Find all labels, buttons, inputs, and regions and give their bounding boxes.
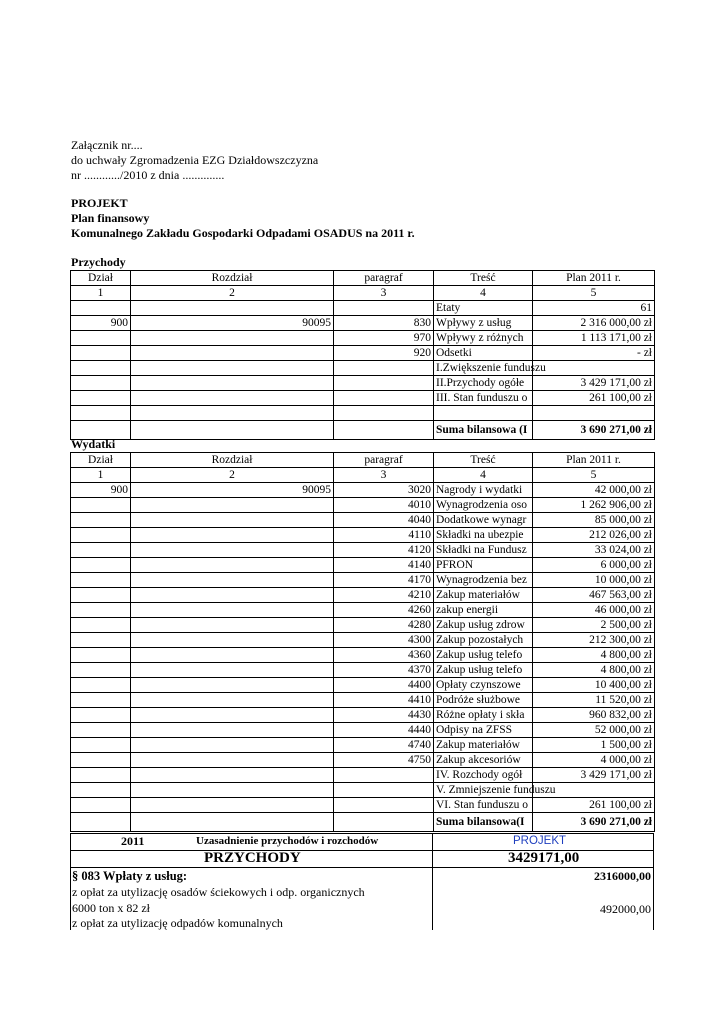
- tresc-cell: Różne opłaty i skła: [434, 708, 533, 723]
- tresc-cell: [434, 406, 533, 421]
- resolution-reference: do uchwały Zgromadzenia EZG Działdowszczyzna: [71, 153, 319, 167]
- tresc-cell: PFRON: [434, 558, 533, 573]
- dzial-cell: [71, 498, 131, 513]
- tresc-cell: Wpływy z różnych: [434, 331, 533, 346]
- paragraf-cell: 4430: [334, 708, 434, 723]
- column-number: 1: [71, 286, 131, 301]
- table-row: [71, 678, 655, 693]
- column-number: 3: [334, 468, 434, 483]
- table-column-number-row: [71, 468, 655, 483]
- dzial-cell: [71, 753, 131, 768]
- column-header: paragraf: [334, 453, 434, 468]
- paragraf-cell: [334, 798, 434, 813]
- rozdzial-cell: [131, 558, 334, 573]
- rozdzial-cell: [131, 573, 334, 588]
- document-title: Komunalnego Zakładu Gospodarki Odpadami OSADUS na 2011 r.: [71, 226, 415, 240]
- tresc-cell: V. Zmniejszenie funduszu: [434, 783, 533, 798]
- column-number: 1: [71, 468, 131, 483]
- table-row: [71, 301, 655, 316]
- paragraf-cell: 4170: [334, 573, 434, 588]
- plan-cell: 33 024,00 zł: [533, 543, 655, 558]
- rozdzial-cell: [131, 723, 334, 738]
- dzial-cell: [71, 573, 131, 588]
- tresc-cell: Zakup usług telefo: [434, 648, 533, 663]
- sludge-fees-line: z opłat za utylizację osadów ściekowych i odp. organicznych: [72, 885, 365, 899]
- paragraf-cell: 4260: [334, 603, 434, 618]
- plan-cell: 6 000,00 zł: [533, 558, 655, 573]
- dzial-cell: [71, 331, 131, 346]
- table-header-row: [71, 271, 655, 286]
- tresc-cell: Zakup materiałów: [434, 588, 533, 603]
- table-row: [71, 723, 655, 738]
- table-row: [71, 528, 655, 543]
- paragraf-cell: 3020: [334, 483, 434, 498]
- plan-cell: 10 000,00 zł: [533, 573, 655, 588]
- paragraf-cell: 970: [334, 331, 434, 346]
- column-header: Dział: [71, 271, 131, 286]
- paragraf-cell: 4140: [334, 558, 434, 573]
- dzial-cell: [71, 663, 131, 678]
- rozdzial-cell: [131, 346, 334, 361]
- table-row: [71, 421, 655, 440]
- table-row: [71, 813, 655, 832]
- dzial-cell: [71, 361, 131, 376]
- rozdzial-cell: [131, 768, 334, 783]
- rozdzial-cell: [131, 813, 334, 832]
- revenue-section-title: Przychody: [71, 255, 126, 269]
- rozdzial-cell: [131, 406, 334, 421]
- plan-cell: 42 000,00 zł: [533, 483, 655, 498]
- dzial-cell: [71, 648, 131, 663]
- table-row: [71, 693, 655, 708]
- plan-cell: 3 690 271,00 zł: [533, 421, 655, 440]
- tresc-cell: Wynagrodzenia oso: [434, 498, 533, 513]
- sludge-tonnage-line: 6000 ton x 82 zł: [72, 901, 150, 915]
- sludge-fees-value: 492000,00: [600, 902, 651, 916]
- revenue-table: [70, 270, 655, 440]
- dzial-cell: [71, 738, 131, 753]
- table-column-number-row: [71, 286, 655, 301]
- tresc-cell: Zakup pozostałych: [434, 633, 533, 648]
- table-row: [71, 633, 655, 648]
- rozdzial-cell: [131, 678, 334, 693]
- paragraf-cell: 4410: [334, 693, 434, 708]
- dzial-cell: [71, 588, 131, 603]
- table-row: [71, 618, 655, 633]
- dzial-cell: [71, 813, 131, 832]
- paragraf-cell: 920: [334, 346, 434, 361]
- table-row: [71, 483, 655, 498]
- paragraf-cell: 830: [334, 316, 434, 331]
- dzial-cell: [71, 618, 131, 633]
- rozdzial-cell: [131, 528, 334, 543]
- paragraf-cell: 4750: [334, 753, 434, 768]
- rozdzial-cell: [131, 618, 334, 633]
- rozdzial-cell: [131, 663, 334, 678]
- table-header-row: [71, 453, 655, 468]
- rozdzial-cell: [131, 633, 334, 648]
- tresc-cell: VI. Stan funduszu o: [434, 798, 533, 813]
- column-header: Treść: [434, 271, 533, 286]
- paragraf-cell: 4360: [334, 648, 434, 663]
- project-tag: PROJEKT: [513, 835, 567, 847]
- dzial-cell: [71, 406, 131, 421]
- rozdzial-cell: [131, 708, 334, 723]
- rozdzial-cell: [131, 753, 334, 768]
- project-label: PROJEKT: [71, 196, 128, 210]
- table-row: [71, 513, 655, 528]
- tresc-cell: Zakup materiałów: [434, 738, 533, 753]
- paragraf-cell: [334, 421, 434, 440]
- justification-year: 2011: [121, 834, 145, 848]
- table-row: [71, 498, 655, 513]
- tresc-cell: Odpisy na ZFSS: [434, 723, 533, 738]
- dzial-cell: [71, 798, 131, 813]
- plan-cell: 11 520,00 zł: [533, 693, 655, 708]
- tresc-cell: Dodatkowe wynagr: [434, 513, 533, 528]
- dzial-cell: [71, 543, 131, 558]
- column-header: Rozdział: [131, 453, 334, 468]
- paragraf-cell: [334, 376, 434, 391]
- justification-row-line: [70, 867, 654, 868]
- dzial-cell: 900: [71, 483, 131, 498]
- column-number: 5: [533, 286, 655, 301]
- plan-cell: 61: [533, 301, 655, 316]
- column-header: Plan 2011 r.: [533, 271, 655, 286]
- municipal-waste-line: z opłat za utylizację odpadów komunalnych: [72, 916, 283, 930]
- justification-right-border: [653, 833, 654, 930]
- column-number: 5: [533, 468, 655, 483]
- justification-left-border: [70, 833, 71, 930]
- tresc-cell: Opłaty czynszowe: [434, 678, 533, 693]
- paragraf-cell: 4280: [334, 618, 434, 633]
- plan-cell: 1 262 906,00 zł: [533, 498, 655, 513]
- rozdzial-cell: [131, 498, 334, 513]
- expenses-table: [70, 452, 655, 832]
- rozdzial-cell: [131, 798, 334, 813]
- paragraf-cell: [334, 783, 434, 798]
- tresc-cell: Składki na ubezpie: [434, 528, 533, 543]
- paragraf-cell: 4400: [334, 678, 434, 693]
- service-fees-heading: § 083 Wpłaty z usług:: [72, 869, 188, 883]
- paragraf-cell: [334, 391, 434, 406]
- paragraf-cell: [334, 301, 434, 316]
- tresc-cell: Zakup akcesoriów: [434, 753, 533, 768]
- dzial-cell: [71, 693, 131, 708]
- dzial-cell: [71, 376, 131, 391]
- rozdzial-cell: [131, 648, 334, 663]
- tresc-cell: Etaty: [434, 301, 533, 316]
- table-row: [71, 798, 655, 813]
- plan-cell: 960 832,00 zł: [533, 708, 655, 723]
- dzial-cell: [71, 678, 131, 693]
- tresc-cell: Zakup usług telefo: [434, 663, 533, 678]
- table-row: [71, 406, 655, 421]
- plan-cell: 3 690 271,00 zł: [533, 813, 655, 832]
- rozdzial-cell: 90095: [131, 483, 334, 498]
- plan-cell: 3 429 171,00 zł: [533, 376, 655, 391]
- rozdzial-cell: [131, 738, 334, 753]
- justification-divider: [432, 833, 433, 930]
- rozdzial-cell: 90095: [131, 316, 334, 331]
- plan-cell: 10 400,00 zł: [533, 678, 655, 693]
- plan-cell: 261 100,00 zł: [533, 391, 655, 406]
- paragraf-cell: 4210: [334, 588, 434, 603]
- rozdzial-cell: [131, 603, 334, 618]
- paragraf-cell: [334, 361, 434, 376]
- column-header: Plan 2011 r.: [533, 453, 655, 468]
- tresc-cell: Nagrody i wydatki: [434, 483, 533, 498]
- revenue-total: 3429171,00: [508, 850, 580, 866]
- column-number: 4: [434, 286, 533, 301]
- dzial-cell: [71, 391, 131, 406]
- plan-cell: 46 000,00 zł: [533, 603, 655, 618]
- plan-cell: - zł: [533, 346, 655, 361]
- plan-cell: 1 500,00 zł: [533, 738, 655, 753]
- rozdzial-cell: [131, 513, 334, 528]
- dzial-cell: [71, 603, 131, 618]
- dzial-cell: [71, 708, 131, 723]
- column-number: 4: [434, 468, 533, 483]
- column-number: 2: [131, 286, 334, 301]
- paragraf-cell: 4040: [334, 513, 434, 528]
- rozdzial-cell: [131, 376, 334, 391]
- rozdzial-cell: [131, 361, 334, 376]
- table-row: [71, 768, 655, 783]
- rozdzial-cell: [131, 783, 334, 798]
- resolution-number: nr ............/2010 z dnia ..............: [71, 168, 225, 182]
- table-row: [71, 331, 655, 346]
- plan-cell: 261 100,00 zł: [533, 798, 655, 813]
- plan-label: Plan finansowy: [71, 211, 150, 225]
- paragraf-cell: 4010: [334, 498, 434, 513]
- dzial-cell: 900: [71, 316, 131, 331]
- rozdzial-cell: [131, 391, 334, 406]
- plan-cell: 4 000,00 zł: [533, 753, 655, 768]
- paragraf-cell: 4440: [334, 723, 434, 738]
- table-row: [71, 648, 655, 663]
- table-row: [71, 603, 655, 618]
- paragraf-cell: 4740: [334, 738, 434, 753]
- dzial-cell: [71, 513, 131, 528]
- expenses-section-title: Wydatki: [71, 437, 116, 451]
- paragraf-cell: 4300: [334, 633, 434, 648]
- justification-top-border: [70, 833, 654, 834]
- plan-cell: 1 113 171,00 zł: [533, 331, 655, 346]
- dzial-cell: [71, 783, 131, 798]
- plan-cell: 212 300,00 zł: [533, 633, 655, 648]
- table-row: [71, 708, 655, 723]
- table-row: [71, 376, 655, 391]
- table-row: [71, 361, 655, 376]
- paragraf-cell: 4120: [334, 543, 434, 558]
- plan-cell: 212 026,00 zł: [533, 528, 655, 543]
- rozdzial-cell: [131, 331, 334, 346]
- table-row: [71, 391, 655, 406]
- plan-cell: 85 000,00 zł: [533, 513, 655, 528]
- tresc-cell: Odsetki: [434, 346, 533, 361]
- rozdzial-cell: [131, 543, 334, 558]
- table-row: [71, 346, 655, 361]
- dzial-cell: [71, 723, 131, 738]
- table-row: [71, 543, 655, 558]
- rozdzial-cell: [131, 693, 334, 708]
- paragraf-cell: 4370: [334, 663, 434, 678]
- dzial-cell: [71, 558, 131, 573]
- paragraf-cell: 4110: [334, 528, 434, 543]
- rozdzial-cell: [131, 588, 334, 603]
- table-row: [71, 588, 655, 603]
- table-row: [71, 783, 655, 798]
- paragraf-cell: [334, 768, 434, 783]
- dzial-cell: [71, 768, 131, 783]
- column-number: 3: [334, 286, 434, 301]
- table-row: [71, 573, 655, 588]
- plan-cell: 2 500,00 zł: [533, 618, 655, 633]
- plan-cell: 3 429 171,00 zł: [533, 768, 655, 783]
- column-header: Treść: [434, 453, 533, 468]
- table-row: [71, 663, 655, 678]
- plan-cell: [533, 406, 655, 421]
- table-row: [71, 316, 655, 331]
- tresc-cell: II.Przychody ogółe: [434, 376, 533, 391]
- table-row: [71, 753, 655, 768]
- column-header: paragraf: [334, 271, 434, 286]
- dzial-cell: [71, 633, 131, 648]
- plan-cell: 467 563,00 zł: [533, 588, 655, 603]
- tresc-cell: Wynagrodzenia bez: [434, 573, 533, 588]
- column-header: Rozdział: [131, 271, 334, 286]
- tresc-cell: IV. Rozchody ogół: [434, 768, 533, 783]
- plan-cell: 52 000,00 zł: [533, 723, 655, 738]
- plan-cell: 4 800,00 zł: [533, 648, 655, 663]
- rozdzial-cell: [131, 421, 334, 440]
- service-fees-value: 2316000,00: [594, 869, 651, 883]
- table-row: [71, 738, 655, 753]
- paragraf-cell: [334, 406, 434, 421]
- tresc-cell: Wpływy z usług: [434, 316, 533, 331]
- rozdzial-cell: [131, 301, 334, 316]
- tresc-cell: Suma bilansowa (I: [434, 421, 533, 440]
- dzial-cell: [71, 528, 131, 543]
- paragraf-cell: [334, 813, 434, 832]
- tresc-cell: Suma bilansowa(I: [434, 813, 533, 832]
- tresc-cell: Podróże służbowe: [434, 693, 533, 708]
- plan-cell: [533, 361, 655, 376]
- tresc-cell: zakup energii: [434, 603, 533, 618]
- tresc-cell: Zakup usług zdrow: [434, 618, 533, 633]
- table-row: [71, 558, 655, 573]
- attachment-label: Załącznik nr....: [71, 138, 143, 152]
- justification-title: Uzasadnienie przychodów i rozchodów: [196, 835, 379, 847]
- column-number: 2: [131, 468, 334, 483]
- dzial-cell: [71, 346, 131, 361]
- dzial-cell: [71, 301, 131, 316]
- column-header: Dział: [71, 453, 131, 468]
- plan-cell: 4 800,00 zł: [533, 663, 655, 678]
- tresc-cell: I.Zwiększenie funduszu: [434, 361, 533, 376]
- revenue-heading: PRZYCHODY: [204, 850, 301, 866]
- tresc-cell: Składki na Fundusz: [434, 543, 533, 558]
- plan-cell: 2 316 000,00 zł: [533, 316, 655, 331]
- tresc-cell: III. Stan funduszu o: [434, 391, 533, 406]
